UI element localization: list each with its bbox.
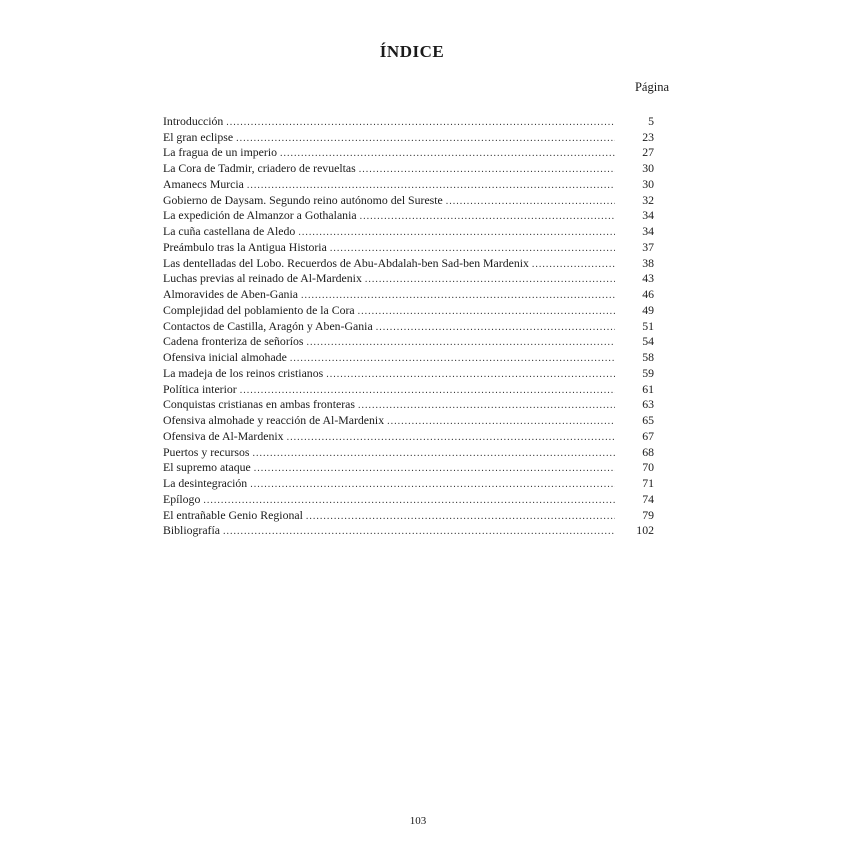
- toc-entry-page: 54: [642, 334, 654, 349]
- toc-entry-title: El gran eclipse: [163, 129, 234, 144]
- dot-leader: [247, 180, 615, 191]
- toc-entry-title: La expedición de Almanzor a Gothalania: [163, 208, 357, 223]
- page-column-heading: Página: [634, 80, 669, 94]
- toc-entry-page: 30: [642, 176, 654, 191]
- dot-leader: [253, 448, 616, 459]
- toc-entry-page: 79: [642, 507, 654, 522]
- toc-entry-title: Introducción: [163, 113, 224, 128]
- dot-leader: [326, 369, 615, 380]
- toc-entry-page: 5: [648, 113, 654, 128]
- toc-entry: [163, 112, 654, 128]
- dot-leader: [358, 400, 615, 411]
- toc-entry: [163, 128, 654, 144]
- table-of-contents: [163, 112, 654, 537]
- toc-entry-page: 63: [642, 397, 654, 412]
- toc-entry-title: Amanecs Murcia: [163, 176, 244, 191]
- toc-entry: [163, 301, 654, 317]
- dot-leader: [287, 432, 615, 443]
- toc-entry: [163, 285, 654, 301]
- toc-entry-page: 37: [642, 239, 654, 254]
- dot-leader: [240, 385, 615, 396]
- toc-entry-page: 74: [642, 491, 654, 506]
- toc-entry-page: 61: [642, 381, 654, 396]
- toc-entry-title: Gobierno de Daysam. Segundo reino autónomo del Sureste: [163, 192, 443, 207]
- toc-entry-page: 43: [642, 271, 654, 286]
- toc-entry-title: Conquistas cristianas en ambas fronteras: [163, 397, 355, 412]
- dot-leader: [226, 117, 615, 128]
- toc-entry: [163, 144, 654, 160]
- toc-entry-page: 68: [642, 444, 654, 459]
- toc-entry: [163, 459, 654, 475]
- toc-entry-page: 32: [642, 192, 654, 207]
- toc-entry: [163, 333, 654, 349]
- toc-entry-page: 67: [642, 428, 654, 443]
- page-title: ÍNDICE: [379, 42, 445, 61]
- toc-entry: [163, 364, 654, 380]
- toc-entry-title: Bibliografía: [163, 523, 221, 538]
- toc-entry-title: El supremo ataque: [163, 460, 251, 475]
- toc-entry-title: Almoravides de Aben-Gania: [163, 287, 298, 301]
- toc-entry-title: La desintegración: [163, 476, 248, 490]
- toc-entry-title: La fragua de un imperio: [163, 145, 277, 160]
- toc-entry-title: Ofensiva almohade y reacción de Al-Mardenix: [163, 413, 385, 427]
- dot-leader: [358, 306, 615, 317]
- dot-leader: [532, 259, 615, 270]
- toc-entry: [163, 222, 654, 238]
- toc-entry: [163, 443, 654, 459]
- dot-leader: [236, 133, 615, 144]
- toc-entry-title: Contactos de Castilla, Aragón y Aben-Gania: [163, 318, 373, 333]
- toc-entry-page: 34: [642, 224, 654, 238]
- toc-entry-page: 27: [642, 145, 654, 160]
- toc-entry-title: Puertos y recursos: [163, 444, 250, 459]
- toc-entry: [163, 191, 654, 207]
- dot-leader: [387, 416, 615, 427]
- toc-entry-title: Política interior: [163, 381, 237, 396]
- toc-entry: [163, 490, 654, 506]
- toc-entry-page: 34: [642, 208, 654, 223]
- dot-leader: [446, 196, 615, 207]
- toc-entry-page: 102: [636, 523, 654, 538]
- dot-leader: [301, 290, 615, 301]
- dot-leader: [307, 337, 615, 348]
- toc-entry-page: 58: [642, 350, 654, 364]
- toc-entry-title: La Cora de Tadmir, criadero de revueltas: [163, 161, 356, 175]
- toc-entry-page: 49: [642, 302, 654, 317]
- toc-entry: [163, 270, 654, 286]
- toc-entry-page: 51: [642, 318, 654, 333]
- toc-entry-title: Luchas previas al reinado de Al-Mardenix: [163, 271, 362, 286]
- toc-entry-title: Complejidad del poblamiento de la Cora: [163, 302, 355, 317]
- page-number: 103: [409, 815, 427, 827]
- toc-entry-title: Preámbulo tras la Antigua Historia: [163, 239, 327, 254]
- toc-entry: [163, 348, 654, 364]
- dot-leader: [359, 164, 615, 175]
- toc-entry: [163, 506, 654, 522]
- dot-leader: [376, 322, 615, 333]
- dot-leader: [360, 211, 615, 222]
- toc-entry-title: La cuña castellana de Aledo: [163, 224, 296, 238]
- dot-leader: [306, 511, 615, 522]
- toc-entry: [163, 207, 654, 223]
- toc-entry: [163, 427, 654, 443]
- dot-leader: [290, 353, 615, 364]
- toc-entry-page: 65: [642, 413, 654, 427]
- toc-entry-page: 59: [642, 365, 654, 380]
- toc-entry-title: El entrañable Genio Regional: [163, 507, 303, 522]
- dot-leader: [280, 148, 615, 159]
- dot-leader: [203, 495, 615, 506]
- dot-leader: [365, 274, 615, 285]
- toc-entry-title: Ofensiva de Al-Mardenix: [163, 428, 284, 443]
- toc-entry-page: 71: [642, 476, 654, 490]
- toc-entry: [163, 159, 654, 175]
- toc-entry: [163, 380, 654, 396]
- toc-entry: [163, 175, 654, 191]
- toc-entry-page: 70: [642, 460, 654, 475]
- toc-entry-page: 30: [642, 161, 654, 175]
- dot-leader: [254, 463, 615, 474]
- toc-entry-title: Cadena fronteriza de señoríos: [163, 334, 304, 349]
- dot-leader: [330, 243, 615, 254]
- toc-entry-title: Epílogo: [163, 491, 201, 506]
- toc-entry: [163, 396, 654, 412]
- toc-entry: [163, 254, 654, 270]
- toc-entry-title: Las dentelladas del Lobo. Recuerdos de Abu-Abdalah-ben Sad-ben Mardenix: [163, 255, 529, 270]
- dot-leader: [298, 227, 615, 238]
- toc-entry: [163, 238, 654, 254]
- dot-leader: [250, 479, 615, 490]
- dot-leader: [223, 526, 615, 537]
- toc-entry-page: 23: [642, 129, 654, 144]
- toc-entry: [163, 317, 654, 333]
- toc-entry: [163, 411, 654, 427]
- toc-entry: [163, 474, 654, 490]
- toc-entry-title: La madeja de los reinos cristianos: [163, 365, 324, 380]
- toc-entry-page: 46: [642, 287, 654, 301]
- toc-entry-title: Ofensiva inicial almohade: [163, 350, 287, 364]
- toc-entry: [163, 522, 654, 538]
- toc-entry-page: 38: [642, 255, 654, 270]
